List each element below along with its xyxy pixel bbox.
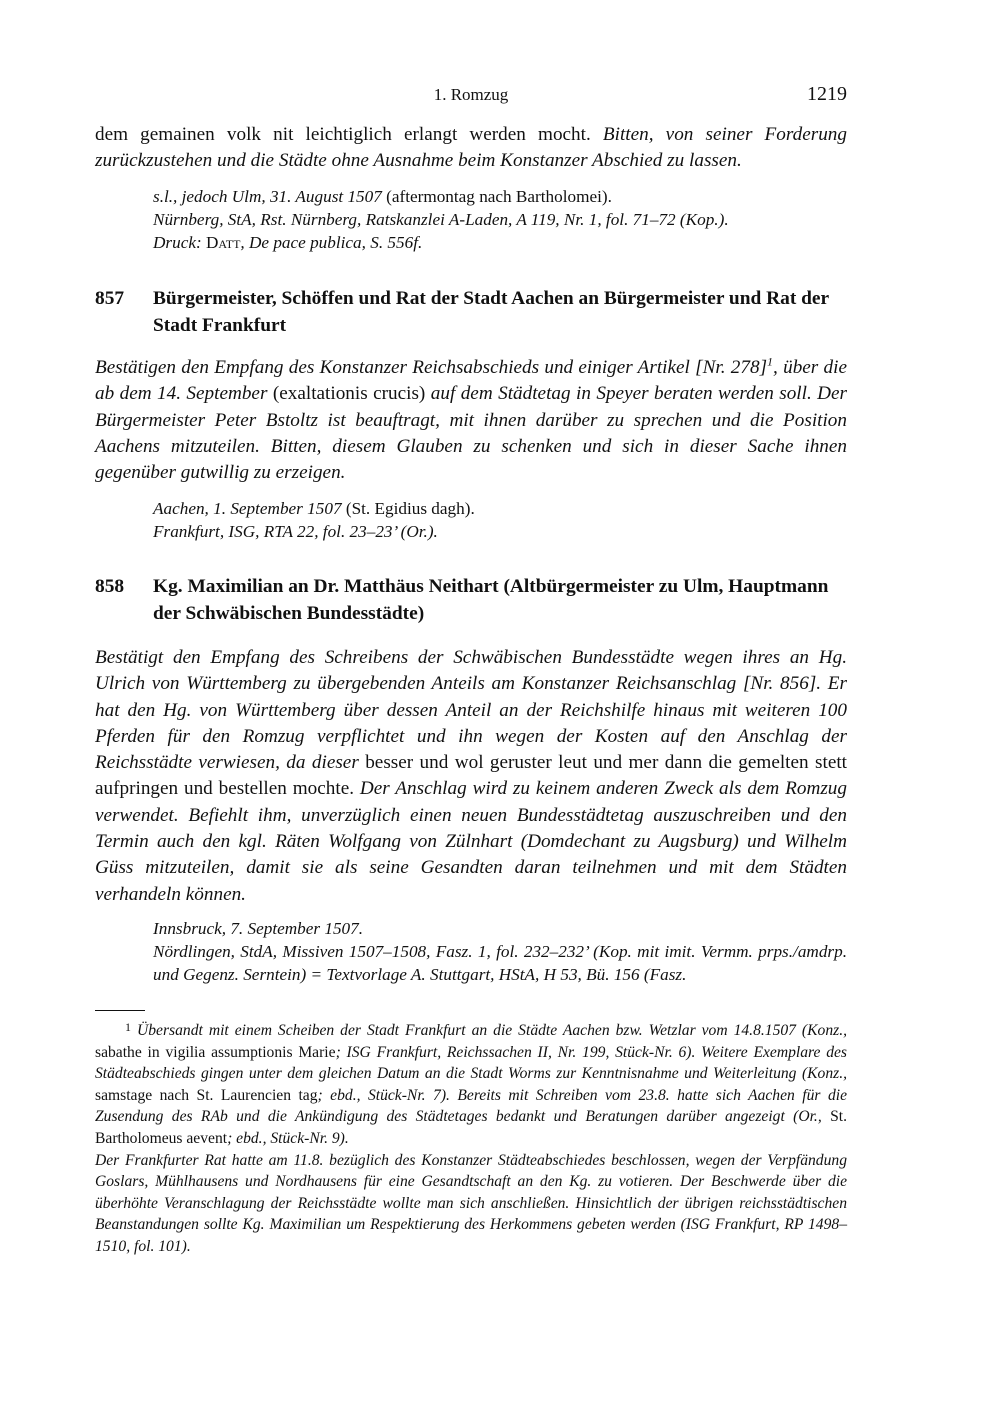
- entry-858-heading: [95, 574, 847, 627]
- footnote-rule: [95, 1010, 145, 1011]
- source-date: Innsbruck, 7. September 1507.: [153, 919, 364, 938]
- source-print: Druck: Datt, De pace publica, S. 556f.: [153, 233, 423, 252]
- source-date: s.l., jedoch Ulm, 31. August 1507 (aftermontag nach Bartholomei).: [153, 187, 612, 206]
- entry-857-heading: [95, 286, 847, 339]
- source-date: Aachen, 1. September 1507 (St. Egidius dagh).: [153, 499, 475, 518]
- entry-857-regest: Bestätigen den Empfang des Konstanzer Reichsabschieds und einiger Artikel [Nr. 278]$^1$, über die ab dem 14. September (exaltationis crucis) auf dem Städtetag in Speyer beraten werden soll. Der Bürgermeister Peter Bstoltz ist beauftragt, mit ihnen darüber zu sprechen und die Position Aachens mitzuteilen. Bitten, diesem Glauben zu schenken und sich in dieser Sache ihnen gegenüber gutwillig zu erzeigen.: [95, 354, 848, 484]
- entry-858-sources: [95, 917, 847, 986]
- entry-858-regest: Bestätigt den Empfang des Schreibens der Schwäbischen Bundesstädte wegen ihres an Hg. Ulrich von Württemberg zu übergebenden Anteils am Konstanzer Reichsanschlag [Nr. 856]. Er hat den Hg. von Württemberg über dessen Anteil an der Reichshilfe hinaus mit weiteren 100 Pferden für den Romzug verpflichtet und ihn wegen der Kosten auf den Anschlag der Reichsstädte verwiesen, da dieser besser und wol geruster leut und mer dann die gemelten stett aufpringen und bestellen mochte. Der Anschlag wird zu keinem anderen Zweck als dem Romzug verwendet. Befiehlt ihm, unverzüglich einen neuen Bundesstädtetag auszuschreiben und den Termin auch den kgl. Räten Wolfgang von Zülnhart (Domdechant zu Augsburg) und Wilhelm Güss mitzuteilen, damit sie als seine Gesandten daran teilnehmen und mit dem Städten verhandeln können.: [95, 647, 847, 905]
- source-archive: Nördlingen, StdA, Missiven 1507–1508, Fasz. 1, fol. 232–232’ (Kop. mit imit. Vermm. prps./amdrp. und Gegenz. Serntein) = Textvorlage A. Stuttgart, HStA, H 53, Bü. 156 (Fasz.: [153, 942, 847, 984]
- footnotes: [95, 1017, 847, 1258]
- entry-number: 857: [95, 288, 125, 309]
- entry-856-sources: [95, 185, 847, 254]
- running-head: [95, 83, 847, 109]
- entry-number: 858: [95, 576, 125, 597]
- footnote-1: $^1$ Übersandt mit einem Scheiben der Stadt Frankfurt an die Städte Aachen bzw. Wetzlar vom 14.8.1507 (Konz., sabathe in vigilia assumptionis Marie; ISG Frankfurt, Reichssachen II, Nr. 199, Stück-Nr. 6). Weitere Exemplare des Städteabschieds gingen unter dem gleichen Datum an die Stadt Worms zur Kenntnisnahme und Weiterleitung (Konz., samstage nach St. Laurencien tag; ebd., Stück-Nr. 7). Bereits mit Schreiben vom 23.8. hatte sich Aachen für die Zusendung des RAb und die Ankündigung des Städtetages bedankt und Beratungen darüber angezeigt (Or., St. Bartholomeus aevent; ebd., Stück-Nr. 9).: [95, 1020, 847, 1147]
- regest-continuation: dem gemainen volk nit leichtiglich erlangt werden mocht. Bitten, von seiner Forderung zurückzustehen und die Städte ohne Ausnahme beim Konstanzer Abschied zu lassen.: [95, 124, 847, 172]
- page-number: 1219: [807, 83, 847, 105]
- entry-title: Bürgermeister, Schöffen und Rat der Stadt Aachen an Bürgermeister und Rat der Stadt Frankfurt: [153, 288, 829, 336]
- entry-856-continuation: [95, 122, 847, 175]
- source-archive: Frankfurt, ISG, RTA 22, fol. 23–23’ (Or.).: [153, 522, 438, 541]
- entry-title: Kg. Maximilian an Dr. Matthäus Neithart (Altbürgermeister zu Ulm, Hauptmann der Schwäbischen Bundesstädte): [153, 576, 829, 624]
- entry-857-sources: [95, 497, 847, 543]
- footnote-ref: 1: [767, 354, 774, 369]
- footnote-1-paragraph-2: Der Frankfurter Rat hatte am 11.8. bezüglich des Konstanzer Städteabschiedes beschlossen, wegen der Verpfändung Goslars, Mühlhausens und Nordhausens für eine Gesandtschaft an den Kg. zu votieren. Der Beschwerde über die überhöhte Veranschlagung der Reichsstädte wollte man sich anschließen. Hinsichtlich der übrigen reichsstädtischen Beanstandungen sollte Kg. Maximilian um Respektierung des Herkommens gebeten werden (ISG Frankfurt, RP 1498–1510, fol. 101).: [95, 1151, 847, 1255]
- section-title: 1. Romzug: [433, 85, 509, 104]
- source-archive: Nürnberg, StA, Rst. Nürnberg, Ratskanzlei A-Laden, A 119, Nr. 1, fol. 71–72 (Kop.).: [153, 210, 729, 229]
